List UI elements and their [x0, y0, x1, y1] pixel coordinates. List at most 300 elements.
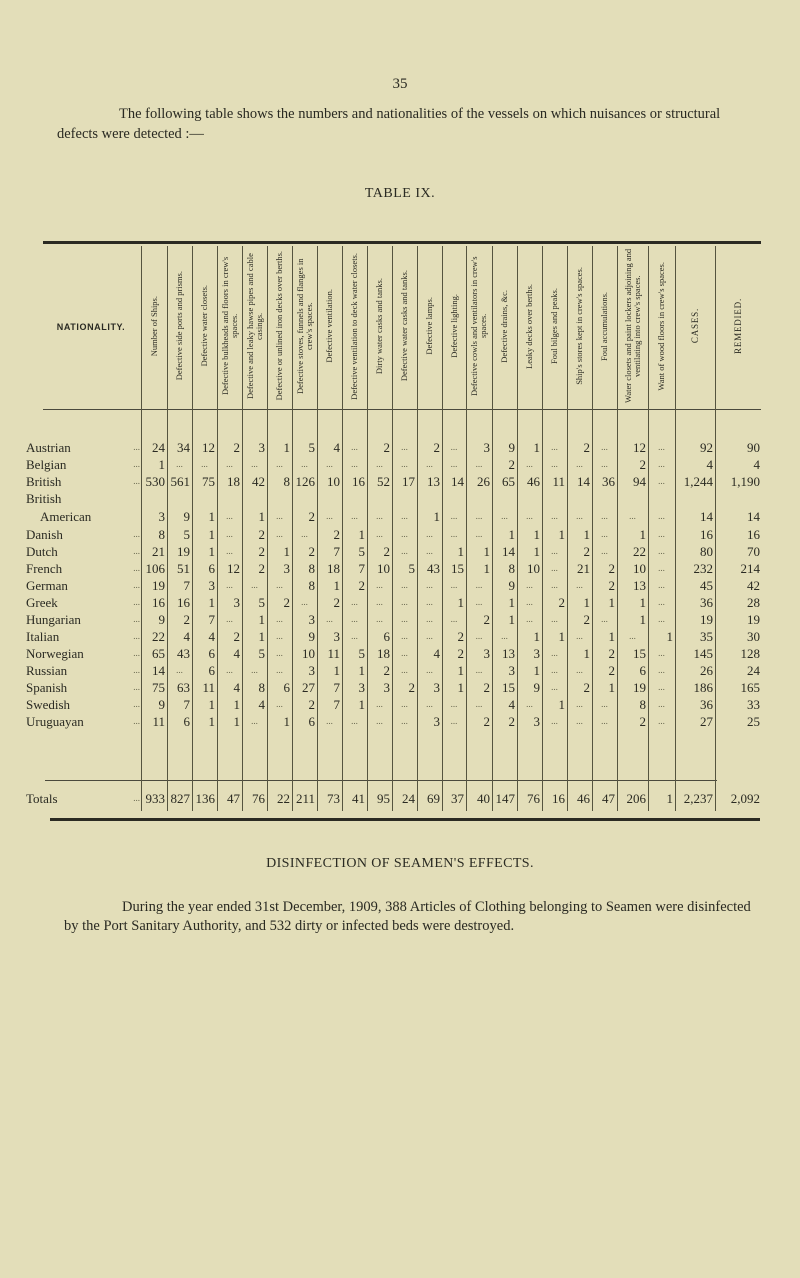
value-cell: ... [450, 614, 458, 624]
value-cell: 6 [639, 663, 646, 678]
value-cell: 1 [508, 527, 515, 542]
column-header [167, 246, 192, 406]
value-cell: 6 [208, 561, 215, 576]
value-cell: ... [526, 597, 533, 607]
nationality-label: German [26, 578, 68, 593]
column-header-label: Defective ventilation. [324, 289, 334, 363]
value-cell: 9 [158, 612, 165, 627]
value-cell: 2 [308, 697, 315, 712]
leader-dots: ... [133, 793, 140, 803]
column-header [367, 246, 392, 406]
value-cell: 21 [577, 561, 590, 576]
column-header-label: Defective water casks and tanks. [399, 270, 409, 382]
nationality-cell [26, 543, 144, 560]
nationality-cell [26, 439, 144, 456]
value-cell: 2 [583, 440, 590, 455]
column-header [542, 246, 567, 406]
nationality-cell [26, 560, 144, 577]
value-cell: ... [276, 665, 283, 675]
value-cell: ... [551, 682, 558, 692]
value-cell: ... [276, 459, 283, 469]
column-header-label: Defective ventilation to deck water closets. [349, 252, 359, 400]
value-cell: ... [226, 459, 233, 469]
value-cell: 18 [227, 474, 240, 489]
leader-dots: ... [133, 563, 140, 573]
value-cell: ... [426, 614, 433, 624]
value-cell: ... [301, 529, 308, 539]
value-cell: ... [658, 648, 665, 658]
value-cell: 76 [527, 791, 540, 806]
value-cell: 46 [527, 474, 540, 489]
value-cell: 3 [483, 440, 490, 455]
nationality-cell [26, 790, 144, 807]
value-cell: ... [251, 716, 258, 726]
value-cell: ... [401, 699, 408, 709]
column-header [442, 246, 466, 406]
value-cell: ... [351, 459, 358, 469]
nationality-label: Dutch [26, 544, 58, 559]
value-cell: 3 [358, 680, 365, 695]
value-cell: 1 [608, 629, 615, 644]
nationality-label: Belgian [26, 457, 67, 472]
column-header [192, 246, 217, 406]
value-cell: 2 [233, 440, 240, 455]
value-cell: 561 [170, 474, 190, 489]
value-cell: 1 [533, 527, 540, 542]
value-cell: 11 [202, 680, 215, 695]
value-cell: ... [426, 580, 433, 590]
value-cell: 3 [383, 680, 390, 695]
value-cell: ... [426, 665, 433, 675]
value-cell: 1 [457, 595, 464, 610]
nationality-label: British [26, 491, 62, 506]
value-cell: 1 [666, 791, 673, 806]
value-cell: 33 [747, 697, 760, 712]
value-cell: 19 [633, 680, 646, 695]
value-cell: ... [526, 580, 533, 590]
table-row [0, 473, 800, 490]
value-cell: 8 [639, 697, 646, 712]
nationality-label: Austrian [26, 440, 71, 455]
value-cell: ... [351, 511, 358, 521]
value-cell: 27 [302, 680, 315, 695]
value-cell: 530 [145, 474, 165, 489]
value-cell: ... [426, 597, 433, 607]
value-cell: 36 [700, 595, 713, 610]
value-cell: 13 [502, 646, 515, 661]
value-cell: 6 [308, 714, 315, 729]
value-cell: ... [658, 665, 665, 675]
value-cell: 4 [233, 680, 240, 695]
value-cell: 3 [433, 680, 440, 695]
value-cell: 1 [258, 612, 265, 627]
value-cell: 1 [233, 697, 240, 712]
value-cell: 145 [693, 646, 713, 661]
value-cell: 2 [233, 629, 240, 644]
value-cell: 2 [308, 544, 315, 559]
value-cell: 24 [152, 440, 165, 455]
value-cell: ... [551, 511, 558, 521]
value-cell: ... [176, 665, 183, 675]
value-cell: 14 [577, 474, 590, 489]
nationality-label: Greek [26, 595, 58, 610]
value-cell: 7 [208, 612, 215, 627]
leader-dots: ... [133, 682, 140, 692]
table-row [0, 679, 800, 696]
value-cell: ... [658, 511, 665, 521]
value-cell: 1 [533, 629, 540, 644]
value-cell: 2 [583, 544, 590, 559]
value-cell: 2 [508, 457, 515, 472]
value-cell: ... [376, 716, 383, 726]
value-cell: 1 [558, 697, 565, 712]
value-cell: 12 [202, 440, 215, 455]
value-cell: 1,244 [683, 474, 713, 489]
nationality-cell [26, 456, 144, 473]
value-cell: 1 [583, 646, 590, 661]
value-cell: 2 [383, 440, 390, 455]
value-cell: 5 [183, 527, 190, 542]
value-cell: 22 [633, 544, 646, 559]
value-cell: ... [475, 597, 483, 607]
value-cell: 2 [483, 714, 490, 729]
value-cell: ... [401, 511, 408, 521]
value-cell: 827 [170, 791, 190, 806]
value-cell: 3 [483, 646, 490, 661]
value-cell: 211 [295, 791, 315, 806]
value-cell: 36 [700, 697, 713, 712]
value-cell: 8 [508, 561, 515, 576]
value-cell: 933 [145, 791, 165, 806]
value-cell: 1 [358, 663, 365, 678]
value-cell: 106 [145, 561, 165, 576]
value-cell: 1 [533, 544, 540, 559]
value-cell: 6 [283, 680, 290, 695]
value-cell: 21 [152, 544, 165, 559]
value-cell: 1 [358, 527, 365, 542]
value-cell: 9 [158, 697, 165, 712]
value-cell: 4 [258, 697, 265, 712]
value-cell: ... [326, 511, 333, 521]
value-cell: 5 [408, 561, 415, 576]
column-header [592, 246, 617, 406]
column-header [715, 246, 762, 406]
column-header [217, 246, 242, 406]
value-cell: 1 [333, 578, 340, 593]
value-cell: ... [601, 529, 608, 539]
value-cell: 2 [483, 612, 490, 627]
value-cell: 2 [639, 714, 646, 729]
nationality-cell [26, 508, 144, 525]
value-cell: ... [658, 459, 665, 469]
value-cell: ... [576, 716, 583, 726]
value-cell: ... [601, 699, 608, 709]
value-cell: ... [376, 699, 383, 709]
value-cell: 15 [502, 680, 515, 695]
value-cell: ... [426, 631, 433, 641]
value-cell: 5 [358, 544, 365, 559]
value-cell: ... [276, 631, 283, 641]
value-cell: 1 [158, 457, 165, 472]
intro-paragraph: The following table shows the numbers and nationalities of the vessels on which nuisances or structural defects were detected :— [57, 106, 721, 142]
value-cell: ... [658, 442, 665, 452]
value-cell: 9 [508, 440, 515, 455]
value-cell: 2 [608, 663, 615, 678]
value-cell: 4 [208, 629, 215, 644]
value-cell: 19 [152, 578, 165, 593]
nationality-label: Norwegian [26, 646, 84, 661]
value-cell: ... [426, 459, 433, 469]
value-cell: 9 [508, 578, 515, 593]
value-cell: ... [276, 699, 283, 709]
nationality-label: Totals [26, 791, 58, 806]
value-cell: ... [226, 580, 233, 590]
value-cell: 232 [693, 561, 713, 576]
value-cell: ... [226, 614, 233, 624]
nationality-cell [26, 594, 144, 611]
value-cell: ... [251, 580, 258, 590]
table-row [0, 439, 800, 456]
value-cell: ... [376, 529, 383, 539]
value-cell: 2 [558, 595, 565, 610]
value-cell: 1 [639, 527, 646, 542]
nationality-cell [26, 628, 144, 645]
leader-dots: ... [133, 546, 140, 556]
value-cell: 2 [408, 680, 415, 695]
value-cell: 1 [533, 440, 540, 455]
value-cell: ... [658, 597, 665, 607]
value-cell: 1 [333, 663, 340, 678]
value-cell: 24 [747, 663, 760, 678]
value-cell: 22 [277, 791, 290, 806]
leader-dots: ... [133, 529, 140, 539]
value-cell: ... [475, 699, 483, 709]
value-cell: 9 [533, 680, 540, 695]
value-cell: ... [658, 716, 665, 726]
value-cell: ... [551, 563, 558, 573]
table-row [0, 611, 800, 628]
value-cell: ... [658, 699, 665, 709]
column-header-label: Defective bulkheads and floors in crew's spaces. [219, 256, 239, 396]
nationality-label: Danish [26, 527, 63, 542]
value-cell: ... [401, 631, 408, 641]
value-cell: 1,190 [730, 474, 760, 489]
column-header-label: Leaky decks over berths. [524, 283, 534, 369]
value-cell: 1 [457, 544, 464, 559]
value-cell: 186 [693, 680, 713, 695]
value-cell: ... [376, 597, 383, 607]
value-cell: 11 [552, 474, 565, 489]
table-row [0, 526, 800, 543]
column-header-label: Foul accumulations. [599, 291, 609, 361]
value-cell: 1 [208, 544, 215, 559]
value-cell: 4 [183, 629, 190, 644]
value-cell: 9 [308, 629, 315, 644]
value-cell: 6 [183, 714, 190, 729]
value-cell: 5 [258, 595, 265, 610]
value-cell: 2,092 [730, 791, 760, 806]
value-cell: ... [551, 580, 558, 590]
value-cell: 6 [208, 646, 215, 661]
value-cell: 2 [639, 457, 646, 472]
value-cell: ... [551, 665, 558, 675]
column-header-label: Dirty water casks and tanks. [374, 277, 384, 375]
value-cell: 90 [747, 440, 760, 455]
value-cell: ... [351, 614, 358, 624]
value-cell: 2 [433, 440, 440, 455]
value-cell: 1 [608, 595, 615, 610]
value-cell: 2 [383, 663, 390, 678]
value-cell: 1 [433, 509, 440, 524]
value-cell: ... [576, 511, 583, 521]
value-cell: ... [176, 459, 183, 469]
nationality-label: Uruguayan [26, 714, 84, 729]
value-cell: 75 [202, 474, 215, 489]
column-header [417, 246, 442, 406]
value-cell: 1 [583, 595, 590, 610]
value-cell: 1 [208, 595, 215, 610]
column-header-label: REMEDIED. [733, 298, 743, 354]
column-header [317, 246, 342, 406]
nationality-cell [26, 662, 144, 679]
value-cell: 10 [377, 561, 390, 576]
nationality-header: NATIONALITY. [56, 322, 126, 332]
value-cell: 13 [427, 474, 440, 489]
column-header [342, 246, 367, 406]
value-cell: 34 [177, 440, 190, 455]
table-row [0, 628, 800, 645]
value-cell: 2 [508, 714, 515, 729]
value-cell: ... [351, 716, 358, 726]
value-cell: 36 [602, 474, 615, 489]
table-row [0, 456, 800, 473]
value-cell: ... [426, 546, 433, 556]
value-cell: ... [351, 631, 358, 641]
value-cell: 22 [152, 629, 165, 644]
value-cell: ... [401, 648, 408, 658]
value-cell: ... [376, 459, 383, 469]
value-cell: ... [326, 459, 333, 469]
value-cell: 128 [740, 646, 760, 661]
value-cell: ... [658, 580, 665, 590]
column-header-label: Defective drains, &c. [499, 289, 509, 363]
value-cell: 46 [577, 791, 590, 806]
value-cell: 1 [608, 680, 615, 695]
column-header [517, 246, 542, 406]
value-cell: ... [276, 614, 283, 624]
value-cell: ... [326, 614, 333, 624]
table-bottom-rule [50, 818, 760, 821]
value-cell: 42 [252, 474, 265, 489]
column-header-label: Defective side ports and prisms. [174, 271, 184, 381]
leader-dots: ... [133, 699, 140, 709]
value-cell: 95 [377, 791, 390, 806]
value-cell: 43 [427, 561, 440, 576]
value-cell: 1 [283, 440, 290, 455]
value-cell: 165 [740, 680, 760, 695]
value-cell: 10 [633, 561, 646, 576]
column-header [392, 246, 417, 406]
value-cell: 1 [483, 561, 490, 576]
value-cell: 7 [183, 578, 190, 593]
nationality-label: Swedish [26, 697, 71, 712]
value-cell: 10 [327, 474, 340, 489]
value-cell: 6 [383, 629, 390, 644]
value-cell: ... [450, 511, 458, 521]
value-cell: ... [658, 682, 665, 692]
value-cell: 2 [258, 561, 265, 576]
value-cell: ... [401, 546, 408, 556]
value-cell: 8 [283, 474, 290, 489]
leader-dots: ... [133, 580, 140, 590]
value-cell: ... [576, 631, 583, 641]
value-cell: 1 [208, 527, 215, 542]
leader-dots: ... [133, 665, 140, 675]
value-cell: 1 [283, 544, 290, 559]
table-row [0, 713, 800, 730]
value-cell: ... [551, 648, 558, 658]
value-cell: 5 [358, 646, 365, 661]
value-cell: ... [475, 631, 483, 641]
value-cell: 28 [747, 595, 760, 610]
value-cell: ... [658, 546, 665, 556]
value-cell: 2 [608, 578, 615, 593]
nationality-label: Spanish [26, 680, 68, 695]
value-cell: 147 [495, 791, 515, 806]
value-cell: 92 [700, 440, 713, 455]
value-cell: ... [226, 529, 233, 539]
value-cell: ... [475, 665, 483, 675]
value-cell: 26 [477, 474, 490, 489]
value-cell: ... [376, 614, 383, 624]
value-cell: 3 [308, 612, 315, 627]
column-header-label: Foul bilges and peaks. [549, 287, 559, 365]
value-cell: 16 [747, 527, 760, 542]
value-cell: ... [251, 665, 258, 675]
column-header-label: Defective lighting. [448, 294, 459, 358]
nationality-cell [26, 645, 144, 662]
value-cell: 2 [183, 612, 190, 627]
nationality-cell [26, 679, 144, 696]
nationality-label: British [26, 474, 62, 489]
value-cell: 1 [258, 629, 265, 644]
value-cell: 12 [227, 561, 240, 576]
leader-dots: ... [133, 716, 140, 726]
value-cell: 2,237 [683, 791, 713, 806]
value-cell: ... [658, 614, 665, 624]
value-cell: 2 [457, 629, 464, 644]
column-header-label: CASES. [689, 308, 700, 344]
value-cell: ... [401, 665, 408, 675]
value-cell: ... [401, 459, 408, 469]
column-header [648, 246, 675, 406]
value-cell: 16 [152, 595, 165, 610]
value-cell: 1 [208, 714, 215, 729]
value-cell: 1 [208, 509, 215, 524]
value-cell: 15 [451, 561, 464, 576]
value-cell: 8 [258, 680, 265, 695]
value-cell: ... [301, 459, 308, 469]
column-header [141, 246, 167, 406]
value-cell: ... [526, 614, 533, 624]
value-cell: 16 [552, 791, 565, 806]
value-cell: ... [401, 529, 408, 539]
value-cell: ... [401, 716, 408, 726]
value-cell: 42 [747, 578, 760, 593]
value-cell: ... [658, 529, 665, 539]
value-cell: 7 [333, 544, 340, 559]
value-cell: 14 [152, 663, 165, 678]
